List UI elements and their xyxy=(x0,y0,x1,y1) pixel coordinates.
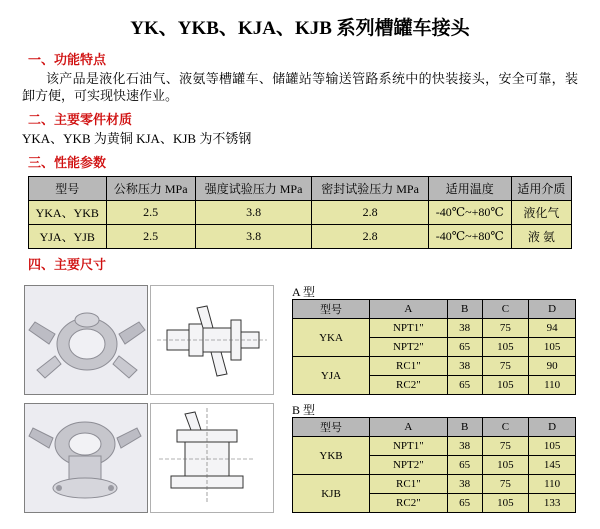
col-header-d: D xyxy=(529,300,576,319)
features-paragraph: 该产品是液化石油气、液氨等槽罐车、储罐站等输送管路系统中的快装接头，安全可靠，装卸方便，可实现快速作业。 xyxy=(22,71,578,103)
cell-seal-pressure: 2.8 xyxy=(312,201,429,225)
page-title: YK、YKB、KJA、KJB 系列槽罐车接头 xyxy=(130,18,470,39)
cell-c: 105 xyxy=(482,338,529,357)
col-header-c: C xyxy=(482,418,529,437)
coupling-drawing-a-graphic xyxy=(151,286,273,394)
type-b-label: B 型 xyxy=(292,403,316,417)
dimension-table-a xyxy=(292,299,576,395)
table-row xyxy=(29,225,572,249)
cell-nominal-pressure: 2.5 xyxy=(106,201,195,225)
col-header-b: B xyxy=(447,418,482,437)
cell-c: 105 xyxy=(482,456,529,475)
col-header-temperature: 适用温度 xyxy=(428,177,511,201)
cell-b: 65 xyxy=(447,338,482,357)
cell-medium: 液化气 xyxy=(511,201,571,225)
col-header-b: B xyxy=(447,300,482,319)
cell-a: RC1" xyxy=(370,357,448,376)
table-header-row xyxy=(293,300,576,319)
cell-seal-pressure: 2.8 xyxy=(312,225,429,249)
cell-b: 38 xyxy=(447,475,482,494)
cell-model: YJA、YJB xyxy=(29,225,107,249)
col-header-a: A xyxy=(370,418,448,437)
cell-nominal-pressure: 2.5 xyxy=(106,225,195,249)
cell-a: RC1" xyxy=(370,475,448,494)
cell-a: RC2" xyxy=(370,494,448,513)
dimension-table-b xyxy=(292,417,576,513)
coupling-drawing-b-graphic xyxy=(151,404,273,512)
cell-strength-pressure: 3.8 xyxy=(195,225,312,249)
cell-model: YKA、YKB xyxy=(29,201,107,225)
cell-d: 90 xyxy=(529,357,576,376)
materials-paragraph: YKA、YKB 为黄铜 KJA、KJB 为不锈钢 xyxy=(22,131,252,146)
coupling-photo-b-image xyxy=(24,403,148,513)
cell-temperature: -40℃~+80℃ xyxy=(428,225,511,249)
dimensions-area xyxy=(0,279,600,529)
cell-c: 75 xyxy=(482,319,529,338)
section-heading-features: 一、功能特点 xyxy=(28,52,107,67)
cell-d: 145 xyxy=(529,456,576,475)
cell-a: RC2" xyxy=(370,376,448,395)
col-header-model: 型号 xyxy=(293,300,370,319)
col-header-nominal-pressure: 公称压力 MPa xyxy=(106,177,195,201)
cell-b: 38 xyxy=(447,357,482,376)
table-header-row xyxy=(293,418,576,437)
cell-b: 38 xyxy=(447,319,482,338)
col-header-medium: 适用介质 xyxy=(511,177,571,201)
table-row xyxy=(293,437,576,456)
cell-b: 65 xyxy=(447,376,482,395)
type-a-label: A 型 xyxy=(292,285,316,299)
col-header-seal-pressure: 密封试验压力 MPa xyxy=(312,177,429,201)
cell-c: 105 xyxy=(482,376,529,395)
section-heading-dimensions: 四、主要尺寸 xyxy=(28,257,107,272)
cell-a: NPT1" xyxy=(370,437,448,456)
col-header-model: 型号 xyxy=(293,418,370,437)
cell-a: NPT2" xyxy=(370,456,448,475)
coupling-drawing-a-image xyxy=(150,285,274,395)
cell-strength-pressure: 3.8 xyxy=(195,201,312,225)
cell-d: 105 xyxy=(529,437,576,456)
col-header-strength-pressure: 强度试验压力 MPa xyxy=(195,177,312,201)
col-header-d: D xyxy=(529,418,576,437)
cell-b: 65 xyxy=(447,494,482,513)
cell-d: 133 xyxy=(529,494,576,513)
cell-model: KJB xyxy=(293,475,370,513)
col-header-model: 型号 xyxy=(29,177,107,201)
cell-model: YJA xyxy=(293,357,370,395)
cell-model: YKB xyxy=(293,437,370,475)
table-row xyxy=(293,475,576,494)
cell-d: 105 xyxy=(529,338,576,357)
cell-a: NPT1" xyxy=(370,319,448,338)
table-row xyxy=(29,201,572,225)
cell-c: 75 xyxy=(482,475,529,494)
performance-table xyxy=(28,176,572,249)
cell-b: 65 xyxy=(447,456,482,475)
cell-d: 110 xyxy=(529,376,576,395)
cell-c: 105 xyxy=(482,494,529,513)
cell-b: 38 xyxy=(447,437,482,456)
section-heading-materials: 二、主要零件材质 xyxy=(28,112,133,127)
cell-temperature: -40℃~+80℃ xyxy=(428,201,511,225)
cell-medium: 液 氨 xyxy=(511,225,571,249)
cell-c: 75 xyxy=(482,437,529,456)
cell-a: NPT2" xyxy=(370,338,448,357)
coupling-photo-a-image xyxy=(24,285,148,395)
col-header-c: C xyxy=(482,300,529,319)
table-row xyxy=(293,357,576,376)
table-header-row xyxy=(29,177,572,201)
cell-model: YKA xyxy=(293,319,370,357)
coupling-drawing-b-image xyxy=(150,403,274,513)
cell-d: 94 xyxy=(529,319,576,338)
coupling-photo-a-graphic xyxy=(25,286,147,394)
col-header-a: A xyxy=(370,300,448,319)
cell-d: 110 xyxy=(529,475,576,494)
section-heading-performance: 三、性能参数 xyxy=(28,155,107,170)
coupling-photo-b-graphic xyxy=(25,404,147,512)
table-row xyxy=(293,319,576,338)
cell-c: 75 xyxy=(482,357,529,376)
